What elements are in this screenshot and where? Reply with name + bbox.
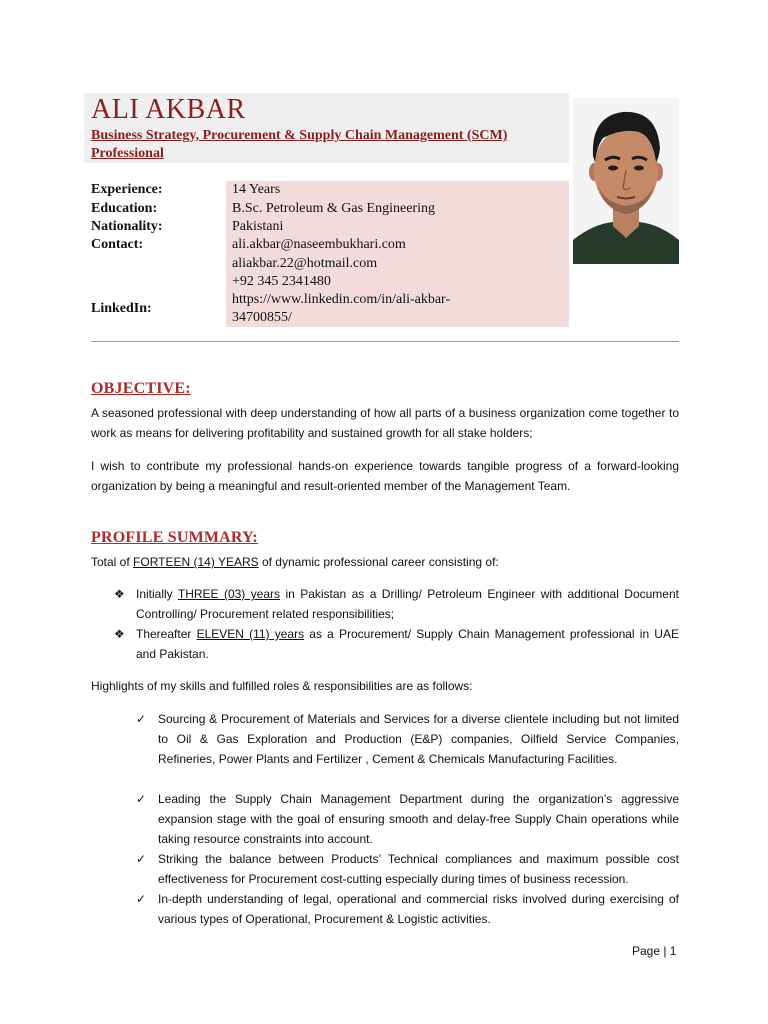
education-label: Education: — [91, 201, 158, 216]
email-secondary[interactable]: aliakbar.22@hotmail.com — [232, 256, 378, 271]
nationality-label: Nationality: — [91, 219, 163, 234]
career-bullet-pre: Initially — [136, 587, 178, 601]
education-value: B.Sc. Petroleum & Gas Engineering — [232, 201, 435, 216]
diamond-bullet-icon: ❖ — [114, 627, 125, 641]
profile-intro-years: FORTEEN (14) YEARS — [133, 555, 259, 569]
candidate-subtitle: Business Strategy, Procurement & Supply Chain Management (SCM) Professional — [91, 128, 508, 161]
profile-summary-title: PROFILE SUMMARY: — [91, 529, 258, 546]
career-bullet-post: in Pakistan as a Drilling/ Petroleum Engineer with additional Document Controlling/ Procurement related responsibilities; — [136, 587, 679, 621]
linkedin-label: LinkedIn: — [91, 301, 152, 316]
checkmark-icon: ✓ — [136, 852, 147, 866]
profile-intro — [91, 552, 679, 572]
contact-label: Contact: — [91, 237, 144, 252]
phone-number: +92 345 2341480 — [232, 274, 331, 289]
career-bullet-text — [136, 624, 679, 664]
career-bullet-years: THREE (03) years — [177, 587, 281, 601]
highlight-text: In-depth understanding of legal, operational and commercial risks involved during exercising of various types of Operational, Procurement & Logistic activities. — [158, 892, 679, 926]
objective-paragraph-1: A seasoned professional with deep understanding of how all parts of a business organization come together to work as means for delivering profitability and sustained growth for all stake holders; — [91, 406, 679, 440]
candidate-name: ALI AKBAR — [91, 94, 246, 125]
career-bullet-pre: Thereafter — [136, 627, 197, 641]
nationality-value: Pakistani — [232, 219, 284, 234]
page-number: Page | 1 — [632, 944, 677, 958]
diamond-bullet-icon: ❖ — [114, 587, 125, 601]
checkmark-icon: ✓ — [136, 892, 147, 906]
highlight-text: Striking the balance between Products’ Technical compliances and maximum possible cost effectiveness for Procurement cost-cutting especially during times of business recession. — [158, 852, 679, 886]
profile-intro-pre: Total of — [91, 555, 134, 569]
highlight-text: Sourcing & Procurement of Materials and Services for a diverse clientele including but not limited to Oil & Gas Exploration and Production (E&P) companies, Oilfield Service Companies, Refineries, Power Plants and Fertilizer , Cement & Chemicals Manufacturing Facilities. — [158, 712, 679, 766]
info-table — [84, 181, 569, 327]
email-primary[interactable]: ali.akbar@naseembukhari.com — [232, 237, 406, 252]
linkedin-url-line1[interactable]: https://www.linkedin.com/in/ali-akbar- — [232, 292, 451, 307]
career-bullet-text — [136, 584, 679, 624]
experience-value: 14 Years — [232, 182, 281, 197]
checkmark-icon: ✓ — [136, 792, 147, 806]
profile-photo — [573, 98, 679, 264]
highlights-intro: Highlights of my skills and fulfilled roles & responsibilities are as follows: — [91, 679, 473, 693]
checkmark-icon: ✓ — [136, 712, 147, 726]
objective-title: OBJECTIVE: — [91, 380, 191, 397]
highlight-text: Leading the Supply Chain Management Department during the organization’s aggressive expansion stage with the goal of ensuring smooth and delay-free Supply Chain operations while taking resource constraints into account. — [158, 792, 679, 846]
profile-intro-post: of dynamic professional career consisting of: — [258, 555, 499, 569]
section-divider — [91, 341, 679, 342]
linkedin-url-line2[interactable]: 34700855/ — [232, 310, 292, 325]
career-bullet-post: as a Procurement/ Supply Chain Management professional in UAE and Pakistan. — [136, 627, 679, 661]
career-bullet-years: ELEVEN (11) years — [196, 627, 305, 641]
objective-paragraph-2: I wish to contribute my professional hands-on experience towards tangible progress of a forward-looking organization by being a meaningful and result-oriented member of the Management Team. — [91, 459, 679, 493]
experience-label: Experience: — [91, 182, 163, 197]
